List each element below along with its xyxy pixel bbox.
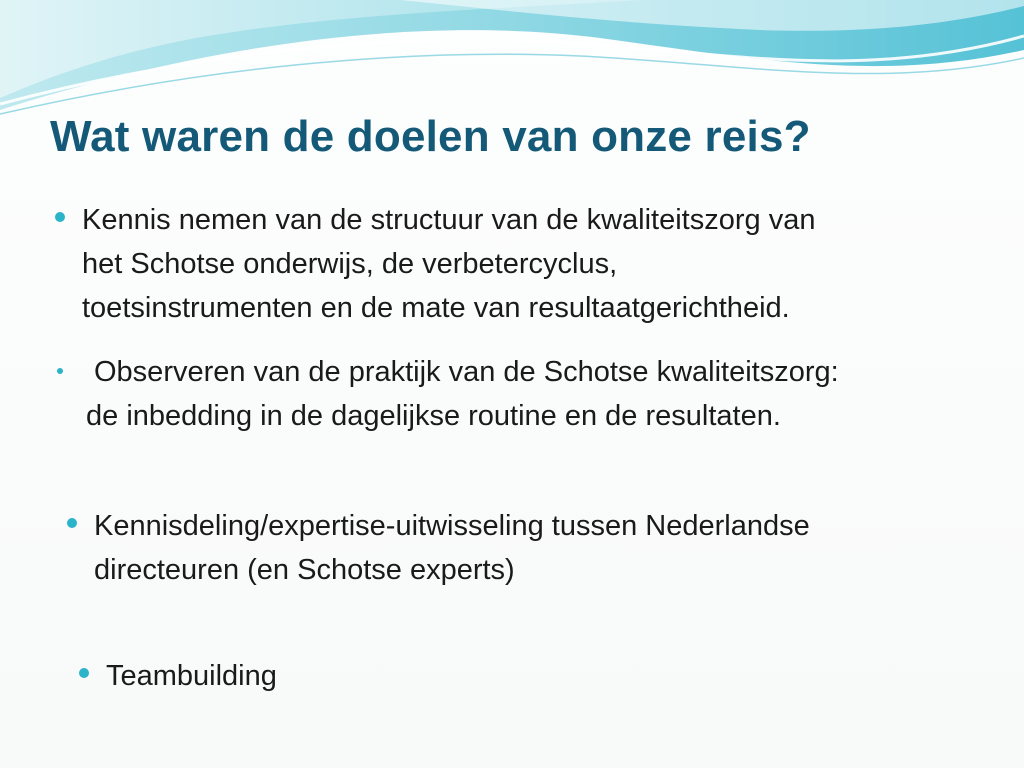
bullet-text-2: Observeren van de praktijk van de Schotse kwaliteitszorg: de inbedding in de dagelijkse routine en de resultaten. [86, 356, 839, 432]
bullet-item-3 [94, 504, 810, 592]
bullet-text-3: Kennisdeling/expertise-uitwisseling tussen Nederlandse directeuren (en Schotse experts) [94, 510, 810, 586]
slide-title: Wat waren de doelen van onze reis? [50, 112, 811, 161]
bullet-icon [57, 368, 63, 374]
bullet-icon [55, 212, 65, 222]
wave-header-decoration [0, 0, 1024, 120]
bullet-item-2 [86, 350, 839, 438]
bullet-icon [67, 518, 77, 528]
bullet-item-1 [82, 198, 815, 330]
bullet-icon [79, 668, 89, 678]
bullet-text-1: Kennis nemen van de structuur van de kwaliteitszorg van het Schotse onderwijs, de verbetercyclus, toetsinstrumenten en de mate van resultaatgerichtheid. [82, 204, 816, 324]
bullet-text-4: Teambuilding [106, 660, 277, 692]
bullet-item-4 [106, 654, 277, 698]
